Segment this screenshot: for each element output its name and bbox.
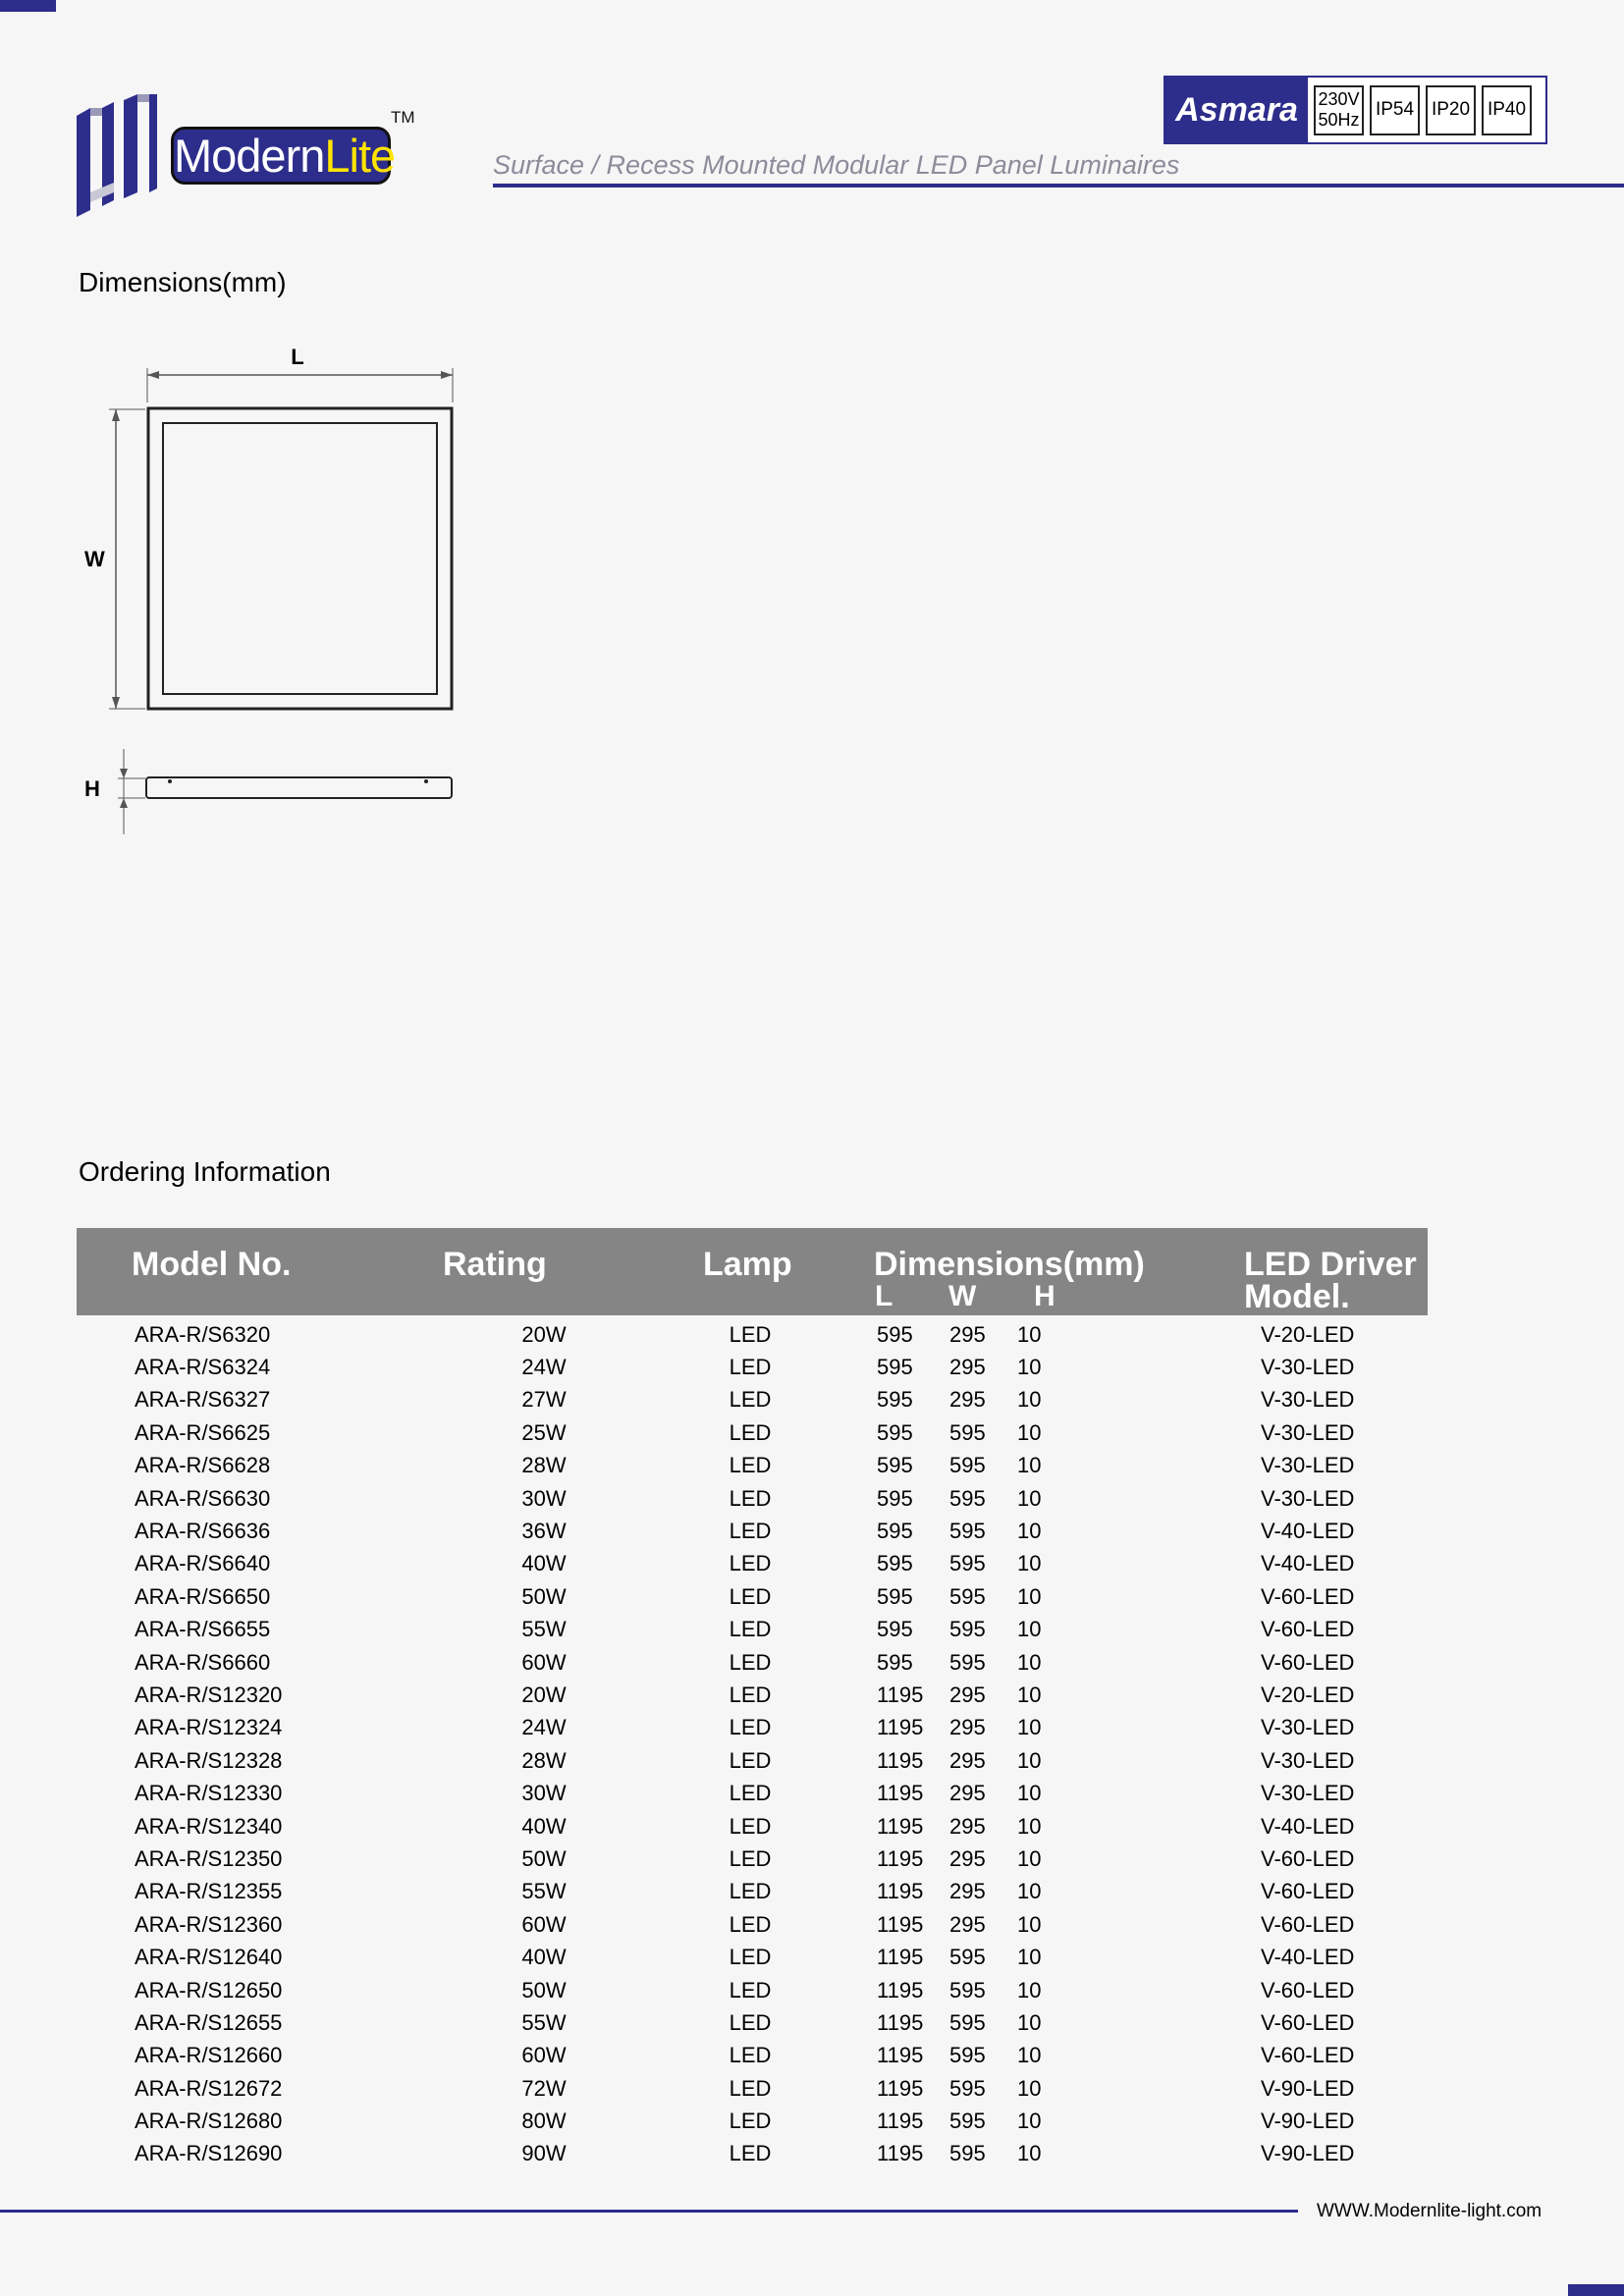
cell-height: 10 [1017, 1879, 1042, 1904]
ip54-badge: IP54 [1370, 85, 1420, 135]
cell-height: 10 [1017, 1551, 1042, 1576]
table-row [77, 1416, 1428, 1449]
table-header [77, 1228, 1428, 1315]
cell-driver: V-30-LED [1261, 1419, 1355, 1445]
header-divider [493, 184, 1624, 187]
cell-lamp: LED [729, 2009, 772, 2035]
cell-height: 10 [1017, 2141, 1042, 2166]
table-row [77, 2072, 1428, 2105]
cell-driver: V-30-LED [1261, 1715, 1355, 1740]
cell-rating: 20W [521, 1682, 567, 1707]
cell-width: 595 [949, 2075, 986, 2101]
cell-length: 1195 [877, 2075, 924, 2101]
cell-driver: V-60-LED [1261, 2043, 1355, 2068]
header-dimensions: Dimensions(mm) [874, 1246, 1145, 1283]
corner-accent-bottom [1568, 2284, 1624, 2296]
cell-height: 10 [1017, 1387, 1042, 1413]
cell-height: 10 [1017, 1485, 1042, 1511]
cell-rating: 50W [521, 1977, 567, 2002]
cell-model: ARA-R/S12350 [135, 1845, 283, 1871]
product-name: Asmara [1175, 91, 1298, 129]
cell-width: 295 [949, 1355, 986, 1380]
cell-length: 1195 [877, 2109, 924, 2134]
cell-lamp: LED [729, 1419, 772, 1445]
cell-rating: 36W [521, 1519, 567, 1544]
cell-height: 10 [1017, 2043, 1042, 2068]
cell-model: ARA-R/S12650 [135, 1977, 283, 2002]
cell-driver: V-60-LED [1261, 1617, 1355, 1642]
width-label: W [84, 547, 105, 571]
cell-width: 295 [949, 1911, 986, 1937]
dimensions-heading: Dimensions(mm) [79, 267, 287, 297]
cell-rating: 28W [521, 1747, 567, 1773]
cell-model: ARA-R/S6327 [135, 1387, 271, 1413]
cell-length: 595 [877, 1419, 913, 1445]
cell-driver: V-40-LED [1261, 1813, 1355, 1839]
table-row [77, 1810, 1428, 1842]
header-rating: Rating [443, 1246, 547, 1283]
table-row [77, 1548, 1428, 1580]
cell-driver: V-60-LED [1261, 2009, 1355, 2035]
voltage-badge [1314, 85, 1364, 135]
cell-width: 295 [949, 1715, 986, 1740]
cell-rating: 27W [521, 1387, 567, 1413]
cell-length: 595 [877, 1583, 913, 1609]
cell-model: ARA-R/S6655 [135, 1617, 271, 1642]
cell-model: ARA-R/S12672 [135, 2075, 283, 2101]
table-row [77, 1908, 1428, 1941]
cell-width: 295 [949, 1781, 986, 1806]
voltage-text: 230V [1318, 89, 1360, 109]
cell-lamp: LED [729, 1617, 772, 1642]
cell-length: 595 [877, 1649, 913, 1675]
product-subtitle: Surface / Recess Mounted Modular LED Panel Luminaires [493, 150, 1180, 180]
table-row [77, 1351, 1428, 1383]
cell-model: ARA-R/S6650 [135, 1583, 271, 1609]
header-lamp: Lamp [703, 1246, 792, 1283]
table-row [77, 1974, 1428, 2006]
table-row [77, 1777, 1428, 1809]
cell-width: 595 [949, 1649, 986, 1675]
cell-rating: 55W [521, 2009, 567, 2035]
cell-length: 595 [877, 1355, 913, 1380]
cell-rating: 80W [521, 2109, 567, 2134]
cell-lamp: LED [729, 1911, 772, 1937]
cell-lamp: LED [729, 1715, 772, 1740]
cell-rating: 40W [521, 1945, 567, 1970]
cell-height: 10 [1017, 1355, 1042, 1380]
cell-height: 10 [1017, 1321, 1042, 1347]
cell-lamp: LED [729, 1551, 772, 1576]
cell-model: ARA-R/S12320 [135, 1682, 283, 1707]
logo-mark-icon [77, 94, 165, 217]
cell-length: 1195 [877, 2141, 924, 2166]
cell-length: 595 [877, 1519, 913, 1544]
cell-rating: 25W [521, 1419, 567, 1445]
cell-height: 10 [1017, 1813, 1042, 1839]
cell-height: 10 [1017, 1781, 1042, 1806]
cell-lamp: LED [729, 2043, 772, 2068]
cell-rating: 24W [521, 1355, 567, 1380]
table-row [77, 1450, 1428, 1482]
cell-lamp: LED [729, 1519, 772, 1544]
cell-width: 595 [949, 2109, 986, 2134]
cell-rating: 20W [521, 1321, 567, 1347]
cell-length: 1195 [877, 1845, 924, 1871]
cell-model: ARA-R/S6636 [135, 1519, 271, 1544]
table-row [77, 1712, 1428, 1744]
cell-lamp: LED [729, 1387, 772, 1413]
cell-model: ARA-R/S12330 [135, 1781, 283, 1806]
cell-lamp: LED [729, 1945, 772, 1970]
cell-height: 10 [1017, 1845, 1042, 1871]
cell-length: 595 [877, 1321, 913, 1347]
cell-width: 595 [949, 1453, 986, 1478]
cell-driver: V-90-LED [1261, 2109, 1355, 2134]
cell-length: 1195 [877, 2009, 924, 2035]
trademark-symbol: TM [391, 108, 415, 127]
cell-driver: V-20-LED [1261, 1682, 1355, 1707]
header-driver-line1: LED Driver [1244, 1246, 1417, 1283]
cell-driver: V-30-LED [1261, 1453, 1355, 1478]
cell-width: 595 [949, 1617, 986, 1642]
cell-rating: 72W [521, 2075, 567, 2101]
table-row [77, 1384, 1428, 1416]
cell-height: 10 [1017, 2109, 1042, 2134]
footer-divider [0, 2210, 1298, 2213]
cell-rating: 40W [521, 1813, 567, 1839]
cell-driver: V-60-LED [1261, 1879, 1355, 1904]
cell-height: 10 [1017, 1977, 1042, 2002]
cell-length: 1195 [877, 1911, 924, 1937]
cell-rating: 40W [521, 1551, 567, 1576]
cell-width: 295 [949, 1879, 986, 1904]
cell-length: 1195 [877, 1682, 924, 1707]
cell-driver: V-60-LED [1261, 1583, 1355, 1609]
table-row [77, 1842, 1428, 1875]
table-row [77, 1876, 1428, 1908]
cell-model: ARA-R/S6320 [135, 1321, 271, 1347]
ordering-heading: Ordering Information [79, 1156, 331, 1187]
cell-driver: V-60-LED [1261, 1977, 1355, 2002]
cell-width: 595 [949, 1945, 986, 1970]
cell-width: 595 [949, 2009, 986, 2035]
cell-length: 1195 [877, 1977, 924, 2002]
cell-driver: V-40-LED [1261, 1551, 1355, 1576]
table-row [77, 1318, 1428, 1351]
cell-lamp: LED [729, 1355, 772, 1380]
cell-model: ARA-R/S12355 [135, 1879, 283, 1904]
cell-length: 1195 [877, 1813, 924, 1839]
dimension-drawing [77, 339, 469, 839]
cell-lamp: LED [729, 1879, 772, 1904]
table-row [77, 1515, 1428, 1547]
website-url[interactable]: WWW.Modernlite-light.com [1317, 2201, 1543, 2221]
cell-width: 295 [949, 1813, 986, 1839]
header-dim-w: W [948, 1280, 977, 1312]
cell-length: 1195 [877, 1715, 924, 1740]
cell-driver: V-30-LED [1261, 1485, 1355, 1511]
cell-lamp: LED [729, 1453, 772, 1478]
cell-length: 595 [877, 1485, 913, 1511]
table-row [77, 2138, 1428, 2170]
table-row [77, 1679, 1428, 1711]
cell-height: 10 [1017, 1945, 1042, 1970]
cell-driver: V-30-LED [1261, 1355, 1355, 1380]
cell-rating: 50W [521, 1845, 567, 1871]
cell-height: 10 [1017, 1715, 1042, 1740]
cell-driver: V-60-LED [1261, 1911, 1355, 1937]
cell-height: 10 [1017, 1682, 1042, 1707]
cell-height: 10 [1017, 1419, 1042, 1445]
cell-model: ARA-R/S12640 [135, 1945, 283, 1970]
table-row [77, 1614, 1428, 1646]
cell-width: 595 [949, 2141, 986, 2166]
cell-rating: 55W [521, 1879, 567, 1904]
cell-lamp: LED [729, 2075, 772, 2101]
frequency-text: 50Hz [1318, 110, 1360, 130]
cell-width: 595 [949, 1519, 986, 1544]
cell-width: 595 [949, 1485, 986, 1511]
cell-driver: V-40-LED [1261, 1945, 1355, 1970]
ordering-table [77, 1228, 1428, 2170]
table-row [77, 1941, 1428, 1973]
cell-rating: 50W [521, 1583, 567, 1609]
cell-width: 295 [949, 1845, 986, 1871]
cell-model: ARA-R/S6640 [135, 1551, 271, 1576]
length-label: L [291, 345, 304, 369]
cell-height: 10 [1017, 1747, 1042, 1773]
cell-lamp: LED [729, 1682, 772, 1707]
cell-height: 10 [1017, 1911, 1042, 1937]
cell-lamp: LED [729, 1583, 772, 1609]
cell-model: ARA-R/S12655 [135, 2009, 283, 2035]
cell-height: 10 [1017, 1519, 1042, 1544]
cell-lamp: LED [729, 1747, 772, 1773]
cell-driver: V-60-LED [1261, 1649, 1355, 1675]
cell-rating: 30W [521, 1485, 567, 1511]
cell-height: 10 [1017, 1617, 1042, 1642]
cell-height: 10 [1017, 1649, 1042, 1675]
cell-model: ARA-R/S12360 [135, 1911, 283, 1937]
cell-driver: V-90-LED [1261, 2075, 1355, 2101]
cell-rating: 28W [521, 1453, 567, 1478]
corner-accent-top [0, 0, 56, 12]
cell-rating: 60W [521, 1649, 567, 1675]
cell-height: 10 [1017, 2009, 1042, 2035]
cell-width: 595 [949, 1419, 986, 1445]
table-row [77, 1482, 1428, 1515]
cell-model: ARA-R/S6660 [135, 1649, 271, 1675]
cell-length: 1195 [877, 1781, 924, 1806]
table-row [77, 2006, 1428, 2039]
product-brand-box [1164, 76, 1547, 144]
cell-width: 295 [949, 1747, 986, 1773]
cell-lamp: LED [729, 1845, 772, 1871]
table-row [77, 1580, 1428, 1613]
cell-model: ARA-R/S6630 [135, 1485, 271, 1511]
cell-rating: 90W [521, 2141, 567, 2166]
cell-driver: V-30-LED [1261, 1747, 1355, 1773]
cell-lamp: LED [729, 2109, 772, 2134]
cell-length: 1195 [877, 1747, 924, 1773]
cell-driver: V-30-LED [1261, 1387, 1355, 1413]
cell-lamp: LED [729, 2141, 772, 2166]
cell-driver: V-40-LED [1261, 1519, 1355, 1544]
cell-width: 595 [949, 1583, 986, 1609]
cell-length: 595 [877, 1617, 913, 1642]
cell-width: 295 [949, 1682, 986, 1707]
cell-width: 595 [949, 1977, 986, 2002]
cell-model: ARA-R/S12690 [135, 2141, 283, 2166]
cell-model: ARA-R/S12680 [135, 2109, 283, 2134]
cell-driver: V-90-LED [1261, 2141, 1355, 2166]
cell-length: 1195 [877, 2043, 924, 2068]
cell-lamp: LED [729, 1649, 772, 1675]
cell-model: ARA-R/S6324 [135, 1355, 271, 1380]
ip40-badge: IP40 [1482, 85, 1532, 135]
cell-width: 595 [949, 1551, 986, 1576]
header-dim-l: L [875, 1280, 893, 1312]
cell-driver: V-20-LED [1261, 1321, 1355, 1347]
table-row [77, 1744, 1428, 1777]
cell-lamp: LED [729, 1977, 772, 2002]
header-model: Model No. [132, 1246, 292, 1283]
table-row [77, 2040, 1428, 2072]
cell-height: 10 [1017, 2075, 1042, 2101]
cell-model: ARA-R/S12340 [135, 1813, 283, 1839]
ordering-rows [77, 1318, 1428, 2170]
cell-width: 295 [949, 1321, 986, 1347]
cell-rating: 55W [521, 1617, 567, 1642]
cell-model: ARA-R/S12660 [135, 2043, 283, 2068]
cell-height: 10 [1017, 1583, 1042, 1609]
cell-lamp: LED [729, 1321, 772, 1347]
cell-lamp: LED [729, 1485, 772, 1511]
cell-driver: V-30-LED [1261, 1781, 1355, 1806]
cell-length: 595 [877, 1453, 913, 1478]
cell-model: ARA-R/S6628 [135, 1453, 271, 1478]
cell-lamp: LED [729, 1781, 772, 1806]
cell-lamp: LED [729, 1813, 772, 1839]
cell-model: ARA-R/S6625 [135, 1419, 271, 1445]
cell-length: 1195 [877, 1945, 924, 1970]
cell-length: 1195 [877, 1879, 924, 1904]
header-dim-h: H [1034, 1280, 1056, 1312]
table-row [77, 1646, 1428, 1679]
cell-model: ARA-R/S12328 [135, 1747, 283, 1773]
cell-width: 295 [949, 1387, 986, 1413]
cell-length: 595 [877, 1551, 913, 1576]
cell-length: 595 [877, 1387, 913, 1413]
logo-wordmark: ModernLite [171, 127, 391, 185]
cell-rating: 24W [521, 1715, 567, 1740]
table-row [77, 2105, 1428, 2137]
cell-height: 10 [1017, 1453, 1042, 1478]
cell-rating: 60W [521, 1911, 567, 1937]
header-driver-line2: Model. [1244, 1278, 1350, 1315]
spec-badges [1308, 78, 1545, 142]
ip20-badge: IP20 [1426, 85, 1476, 135]
cell-model: ARA-R/S12324 [135, 1715, 283, 1740]
height-label: H [84, 776, 100, 801]
cell-driver: V-60-LED [1261, 1845, 1355, 1871]
cell-width: 595 [949, 2043, 986, 2068]
cell-rating: 30W [521, 1781, 567, 1806]
cell-rating: 60W [521, 2043, 567, 2068]
modernlite-logo [77, 94, 420, 217]
